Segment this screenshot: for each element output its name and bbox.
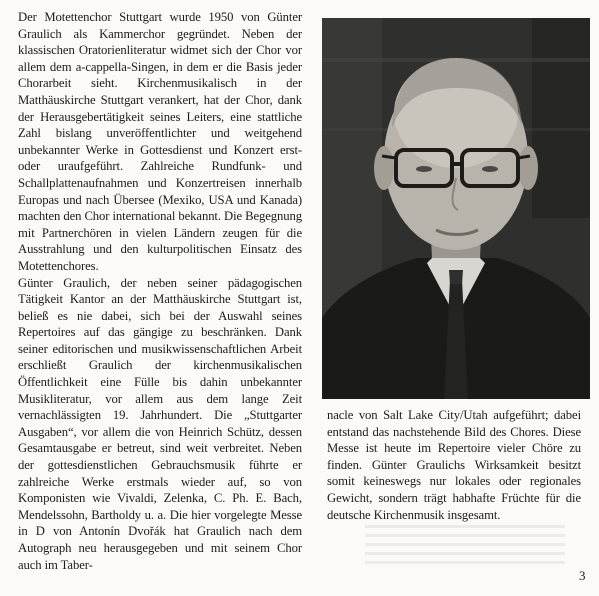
portrait-illustration <box>322 18 590 399</box>
text-column-left <box>18 9 302 573</box>
show-through-text <box>365 519 565 564</box>
paragraph-choir-history: Der Motettenchor Stuttgart wurde 1950 von Günter Graulich als Kammerchor gegründet. Neben der klassischen Oratorienliteratur widmet sich der Chor vor allem dem a-cappella-Singen, in dem er die Basis jeder Chorarbeit sieht. Kirchenmusikalisch in der Matthäuskirche Stuttgart verankert, hat der Chor, dank der Herausgebertätigkeit seines Leiters, eine stattliche Zahl bislang unveröffentlichter und weitgehend unbekannter Werke in Gottesdienst und Konzert erst- oder uraufgeführt. Zahlreiche Rundfunk- und Schallplattenaufnahmen und Konzertreisen innerhalb Europas und nach Übersee (Mexiko, USA und Kanada) machten den Chor international bekannt. Die Begegnung mit Partnerchören in vielen Ländern zeugen für die Ausstrahlung und den kulturpolitischen Einsatz des Motettenchores. <box>18 10 302 273</box>
portrait-photo <box>322 18 590 399</box>
text-column-right <box>327 407 581 523</box>
paragraph-graulich-biography: Günter Graulich, der neben seiner pädagogischen Tätigkeit Kantor an der Matthäuskirche Stuttgart ist, beließ es nie dabei, sich bei der Auswahl seines Repertoires auf das gängige zu beschränken. Dank seiner editorischen und musikwissenschaftlichen Arbeit erschließt Graulich der kirchenmusikalischen Öffentlichkeit eine Fülle bis dahin unbekannter Musikliteratur, vor allem aus dem lange Zeit vernachlässigten 19. Jahrhundert. Die „Stuttgarter Ausgaben“, vor allem die von Heinrich Schütz, dessen Gesamtausgabe er betreut, sind weit verbreitet. Neben der gottesdienstlichen Gebrauchsmusik führte er zahlreiche Werke erstmals wieder auf, so von Komponisten wie Vivaldi, Zelenka, C. Ph. E. Bach, Mendelssohn, Bartholdy u. a. Die hier vorgelegte Messe in D von Antonín Dvořák hat Graulich nach dem Autograph neu herausgegeben und mit seinem Chor auch im Taber- <box>18 275 302 572</box>
paragraph-conclusion: nacle von Salt Lake City/Utah aufgeführt; dabei entstand das nachstehende Bild des Chores. Diese Messe ist heute im Repertoire vieler Chöre zu finden. Günter Graulichs Wirksamkeit besitzt somit keineswegs nur lokales oder regionales Gewicht, sondern trägt habhafte Früchte für die deutsche Kirchenmusik insgesamt. <box>327 408 581 522</box>
page-number: 3 <box>579 568 586 583</box>
